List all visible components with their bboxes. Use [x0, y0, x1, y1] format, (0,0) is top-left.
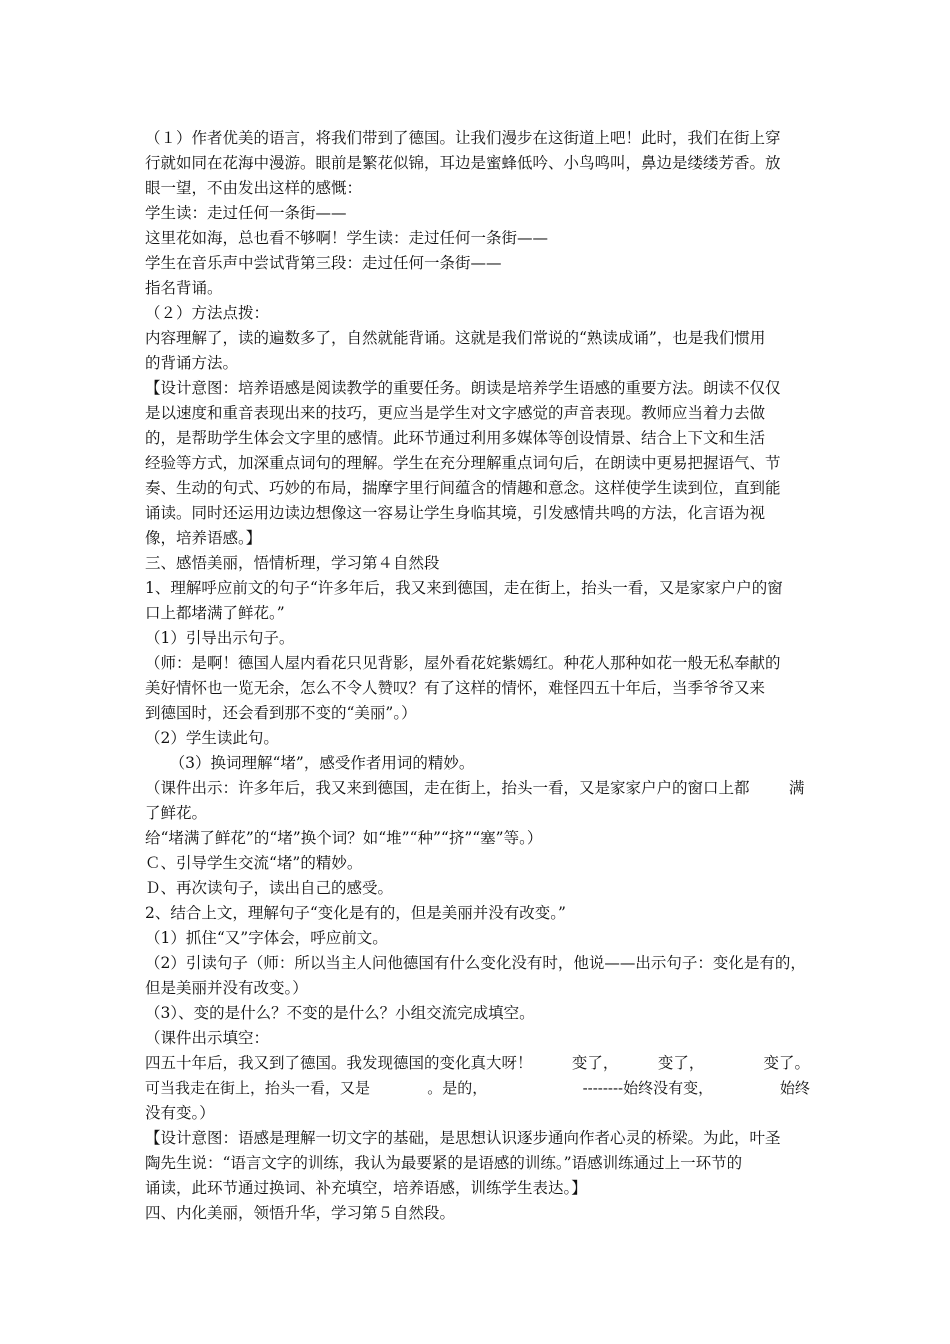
text-line: 是以速度和重音表现出来的技巧，更应当是学生对文字感觉的声音表现。教师应当着力去做 — [145, 404, 766, 422]
text-line: 2、结合上文，理解句子“变化是有的，但是美丽并没有改变。” — [145, 904, 566, 922]
text-line: 眼一望，不由发出这样的感慨： — [145, 179, 363, 197]
document-body — [145, 126, 813, 1226]
text-line: 行就如同在花海中漫游。眼前是繁花似锦，耳边是蜜蜂低吟、小鸟鸣叫，鼻边是缕缕芳香。放 — [145, 154, 781, 172]
text-line: 这里花如海，总也看不够啊！学生读：走过任何一条街—— — [145, 229, 549, 247]
text-line: 诵读，此环节通过换词、补充填空，培养语感，训练学生表达。】 — [145, 1179, 587, 1197]
text-line: 1、理解呼应前文的句子“许多年后，我又来到德国，走在街上，抬头一看，又是家家户户的窗 — [145, 579, 783, 597]
text-line: （２）方法点拨： — [145, 304, 270, 322]
text-line: 指名背诵。 — [145, 279, 223, 297]
text-line: 学生读：走过任何一条街—— — [145, 204, 347, 222]
text-line: 【设计意图：培养语感是阅读教学的重要任务。朗读是培养学生语感的重要方法。朗读不仅仅 — [145, 379, 781, 397]
text-line: 诵读。同时还运用边读边想像这一容易让学生身临其境，引发感情共鸣的方法，化言语为视 — [145, 504, 766, 522]
section-heading: 三、感悟美丽，悟情析理，学习第４自然段 — [145, 554, 440, 572]
text-line: （2）引读句子（师：所以当主人问他德国有什么变化没有时，他说——出示句子：变化是有的， — [145, 954, 806, 972]
text-line: （1）抓住“又”字体会，呼应前文。 — [145, 929, 388, 947]
text-line: 了鲜花。 — [145, 804, 208, 822]
text-line: （课件出示填空： — [145, 1029, 270, 1047]
text-line: 但是美丽并没有改变。） — [145, 979, 308, 997]
text-line: 奏、生动的句式、巧妙的布局，揣摩字里行间蕴含的情趣和意念。这样使学生读到位，直到能 — [145, 479, 781, 497]
text-line: 内容理解了，读的遍数多了，自然就能背诵。这就是我们常说的“熟读成诵”，也是我们惯用 — [145, 329, 766, 347]
text-line: 四五十年后，我又到了德国。我发现德国的变化真大呀！ 变了， 变了， 变了。 — [145, 1054, 810, 1072]
text-line: （3）换词理解“堵”，感受作者用词的精妙。 — [145, 754, 475, 772]
text-line: Ｄ、再次读句子，读出自己的感受。 — [145, 879, 394, 897]
text-line: 到德国时，还会看到那不变的“美丽”。） — [145, 704, 417, 722]
text-line: 陶先生说：“语言文字的训练，我认为最要紧的是语感的训练。”语感训练通过上一环节的 — [145, 1154, 743, 1172]
text-line: 经验等方式，加深重点词句的理解。学生在充分理解重点词句后，在朗读中更易把握语气、节 — [145, 454, 781, 472]
text-line: （师：是啊！德国人屋内看花只见背影，屋外看花姹紫嫣红。种花人那种如花一般无私奉献的 — [145, 654, 781, 672]
text-line: （课件出示：许多年后，我又来到德国，走在街上，抬头一看，又是家家户户的窗口上都 满 — [145, 779, 805, 797]
text-line: 【设计意图：语感是理解一切文字的基础，是思想认识逐步通向作者心灵的桥梁。为此，叶圣 — [145, 1129, 781, 1147]
text-line: 学生在音乐声中尝试背第三段：走过任何一条街—— — [145, 254, 502, 272]
text-line: 没有变。） — [145, 1104, 215, 1122]
text-line: 可当我走在街上，抬头一看，又是 。是的， --------始终没有变， 始终 — [145, 1079, 810, 1097]
text-line: 给“堵满了鲜花”的“堵”换个词？如“堆”“种”“挤”“塞”等。） — [145, 829, 543, 847]
text-line: 的，是帮助学生体会文字里的感情。此环节通过利用多媒体等创设情景、结合上下文和生活 — [145, 429, 766, 447]
text-line: Ｃ、引导学生交流“堵”的精妙。 — [145, 854, 363, 872]
text-line: 像，培养语感。】 — [145, 529, 262, 547]
section-heading: 四、内化美丽，领悟升华，学习第５自然段。 — [145, 1204, 456, 1222]
text-line: （2）学生读此句。 — [145, 729, 279, 747]
text-line: （１）作者优美的语言，将我们带到了德国。让我们漫步在这街道上吧！此时，我们在街上穿 — [145, 129, 781, 147]
text-line: 美好情怀也一览无余，怎么不令人赞叹？有了这样的情怀，难怪四五十年后，当季爷爷又来 — [145, 679, 766, 697]
text-line: （1）引导出示句子。 — [145, 629, 295, 647]
text-line: 的背诵方法。 — [145, 354, 239, 372]
text-line: 口上都堵满了鲜花。” — [145, 604, 285, 622]
text-line: （3）、变的是什么？不变的是什么？小组交流完成填空。 — [145, 1004, 535, 1022]
